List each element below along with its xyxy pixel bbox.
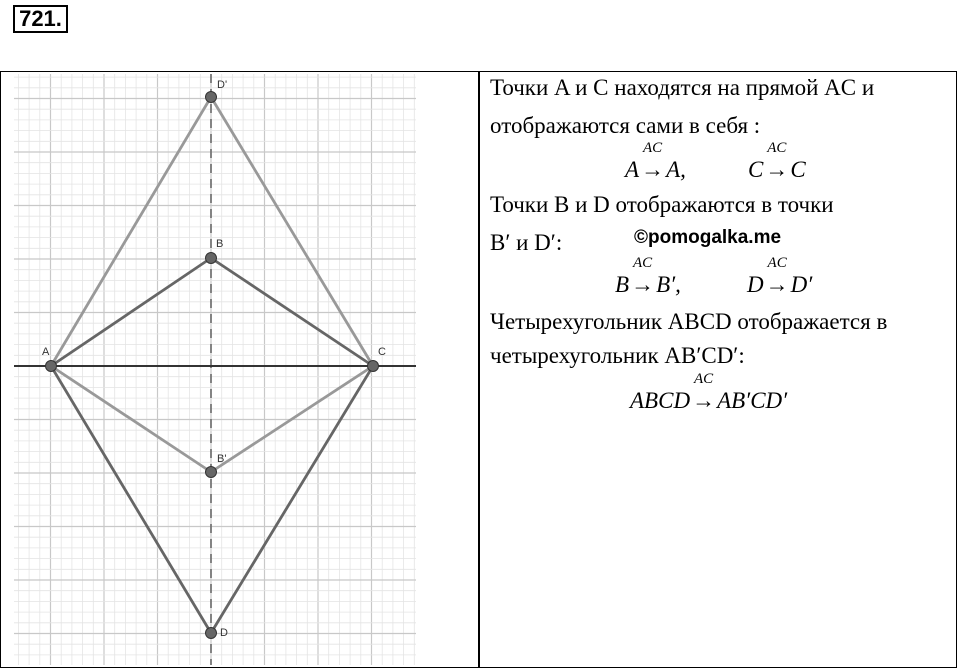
- arrow: AC →: [692, 371, 716, 413]
- point-b-prime: [206, 467, 217, 478]
- formula-abcd-to-ab-prime-cd-prime: [630, 371, 788, 414]
- formula-to: AB′CD′: [717, 388, 788, 413]
- formula-a-to-a: [625, 140, 686, 183]
- formula-to: B′,: [656, 272, 681, 297]
- formula-from: D: [747, 272, 764, 297]
- formula-from: B: [615, 272, 630, 297]
- arrow: AC →: [641, 140, 665, 182]
- arrow-label: AC: [632, 255, 653, 271]
- text-line-2: отображаются сами в себя :: [490, 113, 761, 138]
- arrow: AC →: [631, 255, 655, 297]
- arrow-label: AC: [767, 140, 787, 156]
- text-line-1: Точки A и C находятся на прямой AC и: [490, 75, 875, 100]
- formula-from: ABCD: [630, 388, 691, 413]
- label-d-prime: D': [217, 79, 228, 91]
- formula-to: D′: [790, 272, 813, 297]
- grid: [14, 74, 416, 665]
- text-line-4: B′ и D′:: [490, 230, 563, 255]
- formula-to: C: [790, 157, 806, 182]
- formula-from: C: [748, 157, 764, 182]
- formula-to: A,: [666, 157, 686, 182]
- label-d: D: [220, 627, 228, 639]
- formula-c-to-c: [748, 140, 806, 183]
- label-c: C: [378, 346, 386, 358]
- arrow: AC →: [765, 140, 789, 182]
- arrow: AC →: [765, 255, 789, 297]
- formula-d-to-d-prime: [747, 255, 813, 298]
- formula-b-to-b-prime: [615, 255, 681, 298]
- quadrilateral-abcd: [51, 258, 373, 633]
- text-line-6: четырехугольник AB′CD′:: [490, 343, 745, 368]
- text-line-3: Точки B и D отображаются в точки: [490, 192, 834, 217]
- label-a: A: [42, 346, 50, 358]
- label-b: B: [216, 238, 224, 250]
- quadrilateral-ab-prime-cd-prime: [51, 97, 373, 472]
- point-b: [206, 253, 217, 264]
- point-c: [368, 361, 379, 372]
- text-line-5: Четырехугольник ABCD отображается в: [490, 309, 888, 334]
- arrow-label: AC: [693, 371, 714, 387]
- arrow-label: AC: [767, 255, 787, 271]
- label-b-prime: B': [217, 453, 227, 465]
- point-a: [46, 361, 57, 372]
- point-d: [206, 628, 217, 639]
- arrow-label: AC: [642, 140, 663, 156]
- formula-from: A: [625, 157, 640, 182]
- problem-number: 721.: [13, 5, 68, 33]
- point-d-prime: [206, 92, 217, 103]
- watermark: ©pomogalka.me: [634, 227, 782, 248]
